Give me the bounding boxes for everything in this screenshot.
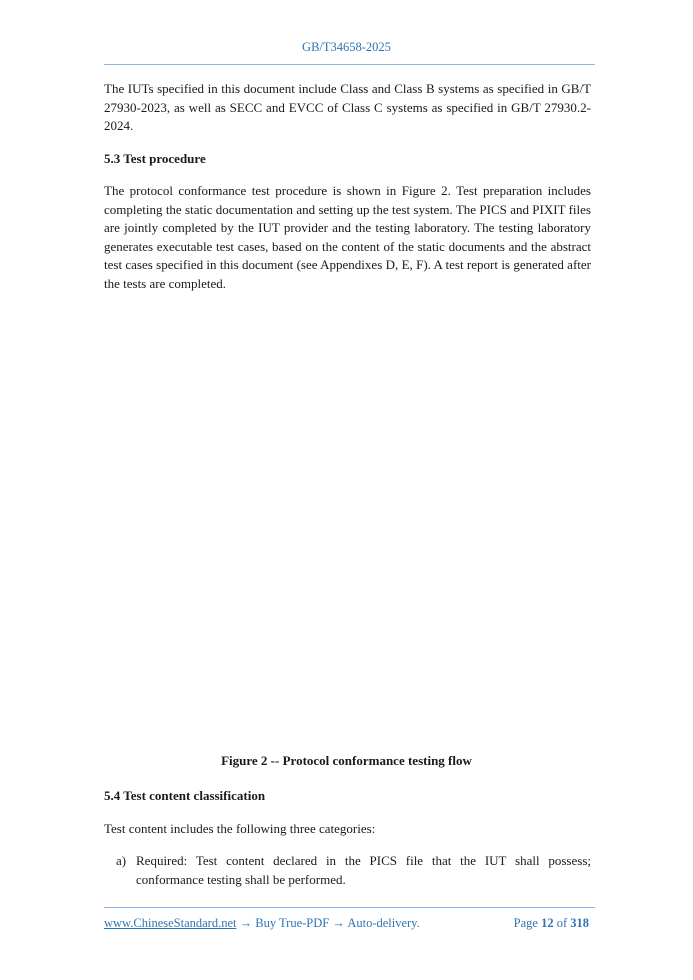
figure-2-area — [104, 295, 591, 750]
auto-delivery-text: Auto-delivery. — [347, 916, 420, 930]
footer-divider — [104, 907, 595, 908]
page-label: Page — [513, 916, 538, 930]
section-heading-5-4: 5.4 Test content classification — [104, 788, 266, 803]
figure-caption: Figure 2 -- Protocol conformance testing flow — [221, 753, 472, 768]
total-pages-number: 318 — [570, 916, 589, 930]
test-content-paragraph: Test content includes the following three categories: — [104, 821, 376, 836]
intro-paragraph: The IUTs specified in this document include Class and Class B systems as specified in GB/T 27930-2023, as well as SECC and EVCC of Class C systems as specified in GB/T 27930.2-2024. — [104, 81, 591, 133]
header-divider — [104, 64, 595, 65]
arrow-right-icon: → — [239, 916, 253, 930]
site-link[interactable]: www.ChineseStandard.net — [104, 916, 237, 930]
buy-pdf-text: Buy True-PDF — [255, 916, 330, 930]
list-marker: a) — [116, 853, 127, 868]
footer-promo — [104, 916, 420, 931]
of-label: of — [556, 916, 568, 930]
section-heading-5-3: 5.3 Test procedure — [104, 151, 206, 166]
page-indicator — [514, 916, 589, 931]
test-procedure-paragraph: The protocol conformance test procedure is shown in Figure 2. Test preparation includes completing the static documentation and setting up the test system. The PICS and PIXIT files are jointly completed by the IUT provider and the testing laboratory. The testing laboratory generates executable test cases, based on the content of the static documents and the abstract test cases specified in this document (see Appendixes D, E, F). A test report is generated after the tests are completed. — [104, 183, 591, 291]
current-page-number: 12 — [541, 916, 554, 930]
list-item-text: Required: Test content declared in the PICS file that the IUT shall possess; conformance testing shall be performed. — [136, 853, 591, 887]
document-code: GB/T34658-2025 — [302, 40, 391, 54]
arrow-right-icon: → — [332, 916, 345, 930]
list-item — [116, 852, 591, 889]
